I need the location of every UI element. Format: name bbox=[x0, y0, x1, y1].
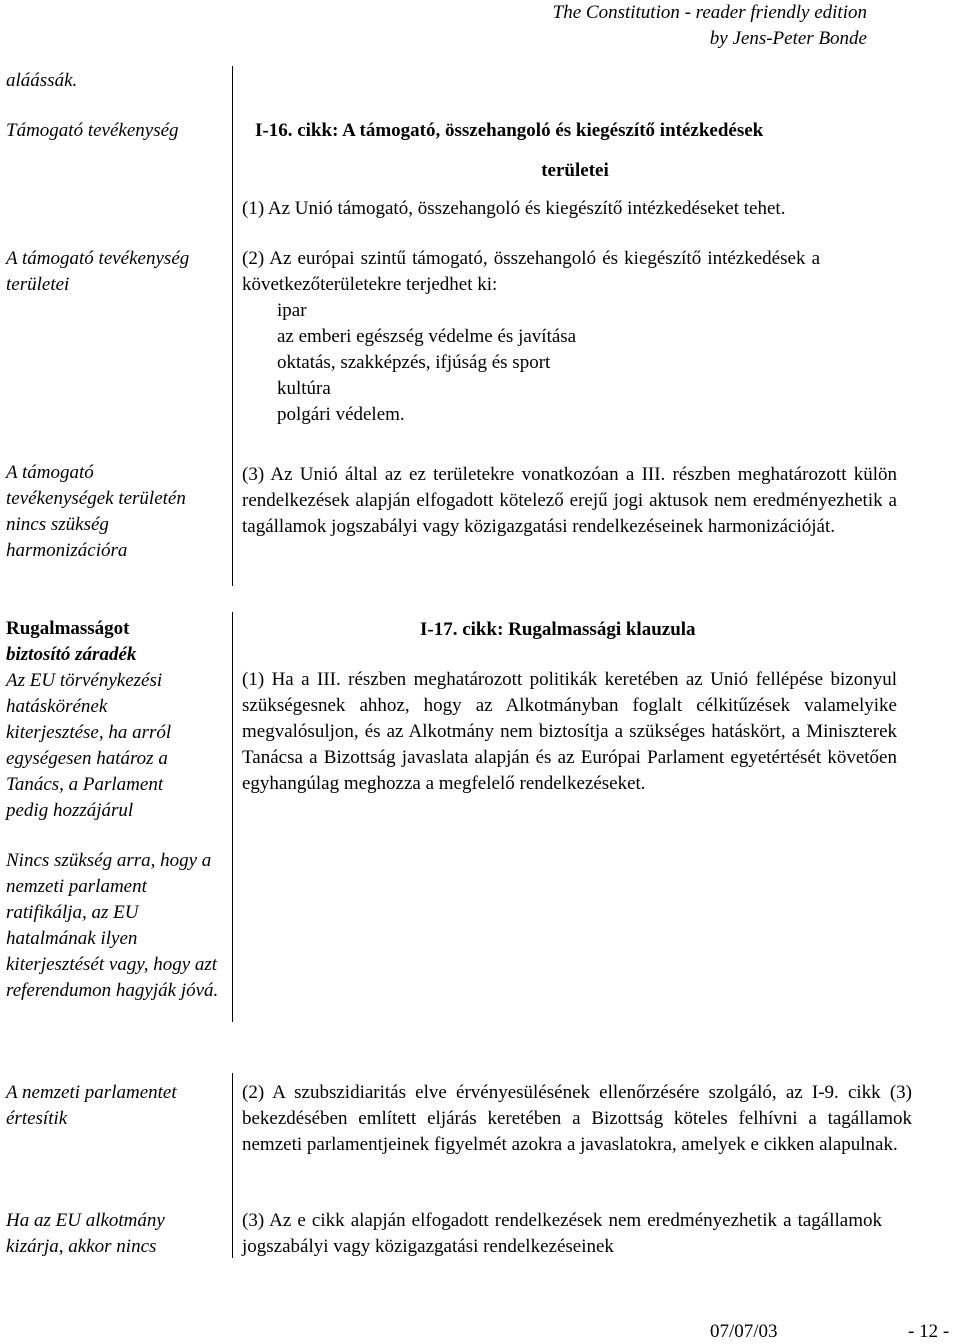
article-i17-p1: (1) Ha a III. részben meghatározott politikák keretében az Unió fellépése bizonyul szükségesnek ahhoz, hogy az Alkotmányban foglalt célkitűzések valamelyike megvalósuljon, és az Alkotmány nem biztosítja a szükséges hatáskört, a Miniszterek Tanácsa a Bizottság javaslata alapján és az Európai Parlament egyetértését követően egyhangúlag meghozza a megfelelő rendelkezéseket. bbox=[242, 669, 897, 794]
header-author: by Jens-Peter Bonde bbox=[709, 28, 867, 49]
article-i16-p1: (1) Az Unió támogató, összehangoló és kiegészítő intézkedéseket tehet. bbox=[242, 198, 786, 219]
article-i16-list bbox=[242, 298, 820, 428]
article-i16-p2-block bbox=[242, 246, 820, 428]
article-i16-heading bbox=[255, 118, 895, 184]
column-divider bbox=[232, 66, 233, 586]
article-i17-p3: (3) Az e cikk alapján elfogadott rendelkezések nem eredményezhetik a tagállamok jogszabályi vagy közigazgatási rendelkezéseinek bbox=[242, 1210, 882, 1257]
flexibility-title-line2: biztosító záradék bbox=[6, 644, 137, 665]
list-item: az emberi egészség védelme és javítása bbox=[277, 326, 577, 347]
article-i16-p2: (2) Az európai szintű támogató, összehangoló és kiegészítő intézkedések a következőterületekre terjedhet ki: bbox=[242, 248, 820, 295]
list-item: oktatás, szakképzés, ifjúság és sport bbox=[277, 352, 551, 373]
margin-note-flexibility bbox=[6, 616, 206, 824]
article-i16-p3: (3) Az Unió által az ez területekre vonatkozóan a III. részben meghatározott külön rendelkezések alapján elfogadott kötelező erejű jogi aktusok nem eredményezhetik a tagállamok jogszabályi vagy közigazgatási rendelkezéseinek harmonizációját. bbox=[242, 464, 897, 537]
footer-date: 07/07/03 bbox=[710, 1321, 778, 1342]
header-title: The Constitution - reader friendly edition bbox=[552, 2, 867, 23]
list-item: ipar bbox=[277, 300, 307, 321]
page-number: - 12 - bbox=[908, 1321, 950, 1342]
list-item: polgári védelem. bbox=[277, 404, 405, 425]
margin-note-national-parliaments: A nemzeti parlamentet értesítik bbox=[6, 1082, 177, 1129]
article-i17-p2: (2) A szubszidiaritás elve érvényesülésének ellenőrzésére szolgáló, az I-9. cikk (3) bekezdésében említett eljárás keretében a Bizottság köteles felhívni a tagállamok nemzeti parlamentjeinek figyelmét azokra a javaslatokra, amelyek e cikken alapulnak. bbox=[242, 1082, 912, 1155]
article-i17-heading: I-17. cikk: Rugalmassági klauzula bbox=[420, 619, 696, 640]
margin-note-fragment: aláássák. bbox=[6, 70, 78, 91]
flexibility-title-line1: Rugalmasságot bbox=[6, 618, 130, 639]
margin-note-support-areas: A támogató tevékenység területei bbox=[6, 248, 190, 295]
article-i16-heading-line2: területei bbox=[541, 160, 609, 181]
column-divider bbox=[232, 1073, 233, 1258]
list-item: kultúra bbox=[277, 378, 331, 399]
article-i16-heading-line1: I-16. cikk: A támogató, összehangoló és kiegészítő intézkedések bbox=[255, 120, 764, 141]
margin-note-no-ratification: Nincs szükség arra, hogy a nemzeti parlament ratifikálja, az EU hatalmának ilyen kiterjesztését vagy, hogy azt referendumon hagyják jóvá. bbox=[6, 850, 219, 1001]
column-divider bbox=[232, 612, 233, 1022]
margin-note-support-activity: Támogató tevékenység bbox=[6, 120, 179, 141]
margin-note-no-harmonization: A támogató tevékenységek területén nincs szükség harmonizációra bbox=[6, 462, 186, 561]
margin-note-constitution-excludes: Ha az EU alkotmány kizárja, akkor nincs bbox=[6, 1210, 165, 1257]
running-header bbox=[553, 0, 867, 52]
flexibility-note: Az EU törvénykezési hatáskörének kiterjesztése, ha arról egységesen határoz a Tanács, a Parlament pedig hozzájárul bbox=[6, 670, 172, 821]
